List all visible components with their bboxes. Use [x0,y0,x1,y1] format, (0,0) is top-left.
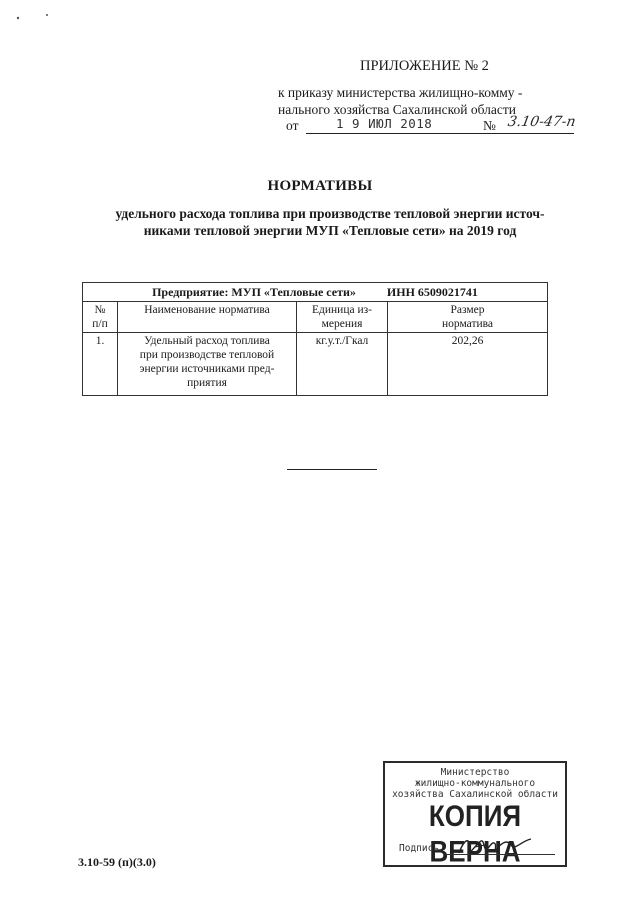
col-header-unit-line1: Единица из- [312,304,372,316]
row-num: 1. [83,333,118,396]
col-header-num [83,302,118,333]
row-name-line2: при производстве тепловой [139,349,275,361]
date-underline [306,133,500,134]
row-name [118,333,297,396]
col-header-size-line1: Размер [450,304,485,316]
column-header-row [83,302,548,333]
handwritten-signature [455,833,535,859]
col-header-name: Наименование норматива [118,302,297,333]
order-date-number-row [278,114,598,138]
handwritten-order-number: 3.10-47-п [506,114,577,130]
signature-label: Подпись [399,843,440,854]
col-header-size [388,302,548,333]
col-header-num-line1: № [94,304,106,316]
row-name-line1: Удельный расход топлива [144,335,270,347]
order-date-stamp: 1 9 ИЮЛ 2018 [336,116,433,131]
footer-form-code: 3.10-59 (п)(3.0) [78,855,156,869]
appendix-title: ПРИЛОЖЕНИЕ № 2 [360,58,489,74]
end-rule [287,469,377,470]
col-header-unit [297,302,388,333]
stamp-line-2: жилищно-коммунального [414,778,536,789]
enterprise-header-row [83,283,548,302]
enterprise-header-cell [83,283,548,302]
number-underline [500,133,574,134]
certified-copy-stamp [383,761,567,867]
row-unit: кг.у.т./Гкал [297,333,388,396]
stamp-line-3: хозяйства Сахалинской области [392,789,558,800]
col-header-unit-line2: мерения [321,318,363,330]
col-header-num-line2: п/п [92,318,108,330]
order-reference-line-2: нального хозяйства Сахалинской области [278,102,516,117]
row-name-line3: энергии источниками пред- [139,363,275,375]
stamp-line-1: Министерство [440,767,510,778]
norms-table [82,282,548,396]
row-name-line4: приятия [187,377,227,389]
from-label: от [286,118,299,133]
document-subtitle [50,205,610,239]
order-reference-line-1: к приказу министерства жилищно-комму - [278,85,523,100]
number-label: № [483,118,496,133]
enterprise-name: Предприятие: МУП «Тепловые сети» [152,285,356,299]
stamp-main-text: КОПИЯ ВЕРНА [428,798,522,869]
enterprise-inn: ИНН 6509021741 [386,285,478,299]
col-header-size-line2: норматива [441,318,494,330]
document-title: НОРМАТИВЫ [267,178,373,194]
scan-specks [14,12,54,22]
table-row [83,333,548,396]
subtitle-line-1: удельного расхода топлива при производстве тепловой энергии источ- [115,206,545,221]
row-size: 202,26 [388,333,548,396]
subtitle-line-2: никами тепловой энергии МУП «Тепловые сети» на 2019 год [143,223,517,238]
